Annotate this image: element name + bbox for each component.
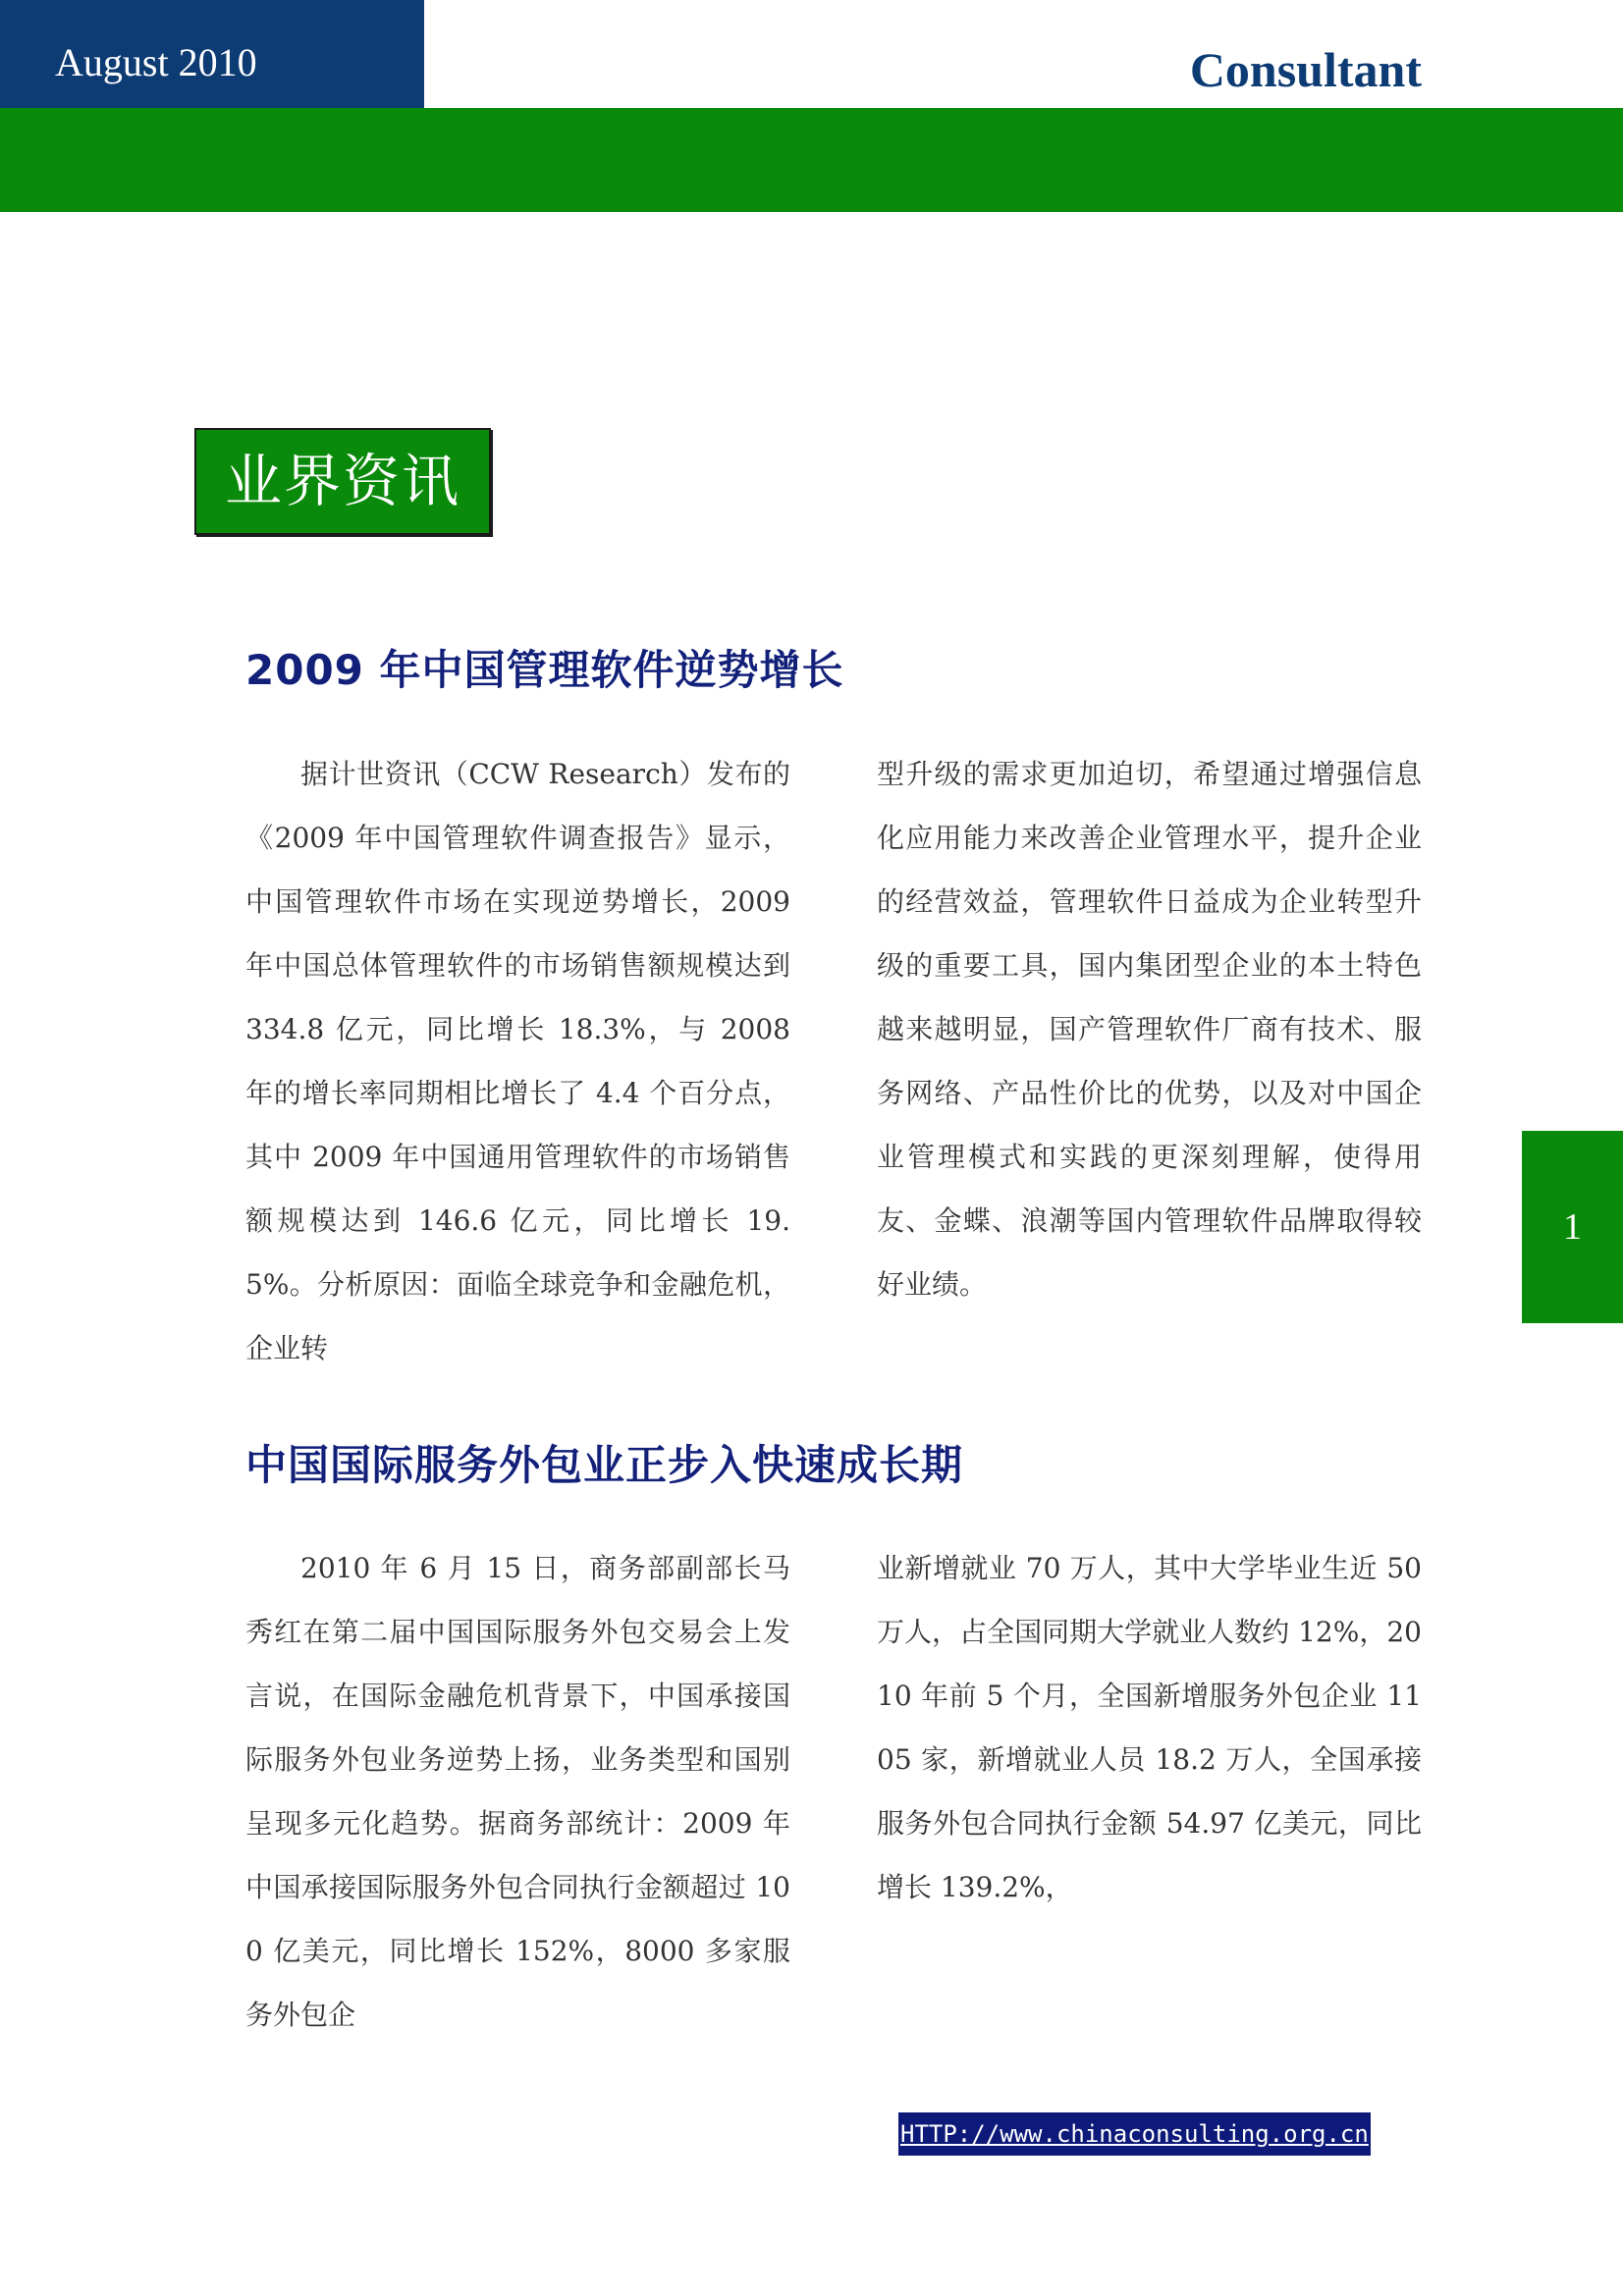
article-2-paragraph-left: 2010 年 6 月 15 日，商务部副部长马秀红在第二届中国国际服务外包交易会上发言说，在国际金融危机背景下，中国承接国际服务外包业务逆势上扬，业务类型和国别呈现多元化趋势。据商务部统计：2009 年中国承接国际服务外包合同执行金额超过 100 亿美元，同比增长 152%，8000 多家服务外包企 [245,1552,790,2031]
magazine-title: Consultant [1189,42,1422,97]
footer-website-link[interactable]: HTTP://www.chinaconsulting.org.cn [898,2112,1371,2156]
page-number-tab: 1 [1522,1131,1623,1323]
article-2-column-right [877,1536,1422,1919]
article-1-column-right [877,742,1422,1316]
article-title-1: 2009 年中国管理软件逆势增长 [245,646,844,694]
article-title-2: 中国国际服务外包业正步入快速成长期 [245,1441,964,1489]
article-2-paragraph-right: 业新增就业 70 万人，其中大学毕业生近 50 万人，占全国同期大学就业人数约 12%，2010 年前 5 个月，全国新增服务外包企业 1105 家，新增就业人员 18.2 万人，全国承接服务外包合同执行金额 54.97 亿美元，同比增长 139.2%， [877,1552,1422,1903]
article-1-column-left [245,742,790,1380]
article-2-column-left [245,1536,790,2047]
section-title: 业界资讯 [194,428,491,535]
article-1-paragraph-left: 据计世资讯（CCW Research）发布的《2009 年中国管理软件调查报告》显示，中国管理软件市场在实现逆势增长，2009 年中国总体管理软件的市场销售额规模达到 334.8 亿元，同比增长 18.3%，与 2008 年的增长率同期相比增长了 4.4 个百分点，其中 2009 年中国通用管理软件的市场销售额规模达到 146.6 亿元，同比增长 19.5%。分析原因：面临全球竞争和金融危机，企业转 [245,758,790,1364]
header-green-band [0,108,1623,212]
article-1-paragraph-right: 型升级的需求更加迫切，希望通过增强信息化应用能力来改善企业管理水平，提升企业的经营效益，管理软件日益成为企业转型升级的重要工具，国内集团型企业的本土特色越来越明显，国产管理软件厂商有技术、服务网络、产品性价比的优势，以及对中国企业管理模式和实践的更深刻理解，使得用友、金蝶、浪潮等国内管理软件品牌取得较好业绩。 [877,758,1422,1301]
issue-date: August 2010 [55,40,257,84]
